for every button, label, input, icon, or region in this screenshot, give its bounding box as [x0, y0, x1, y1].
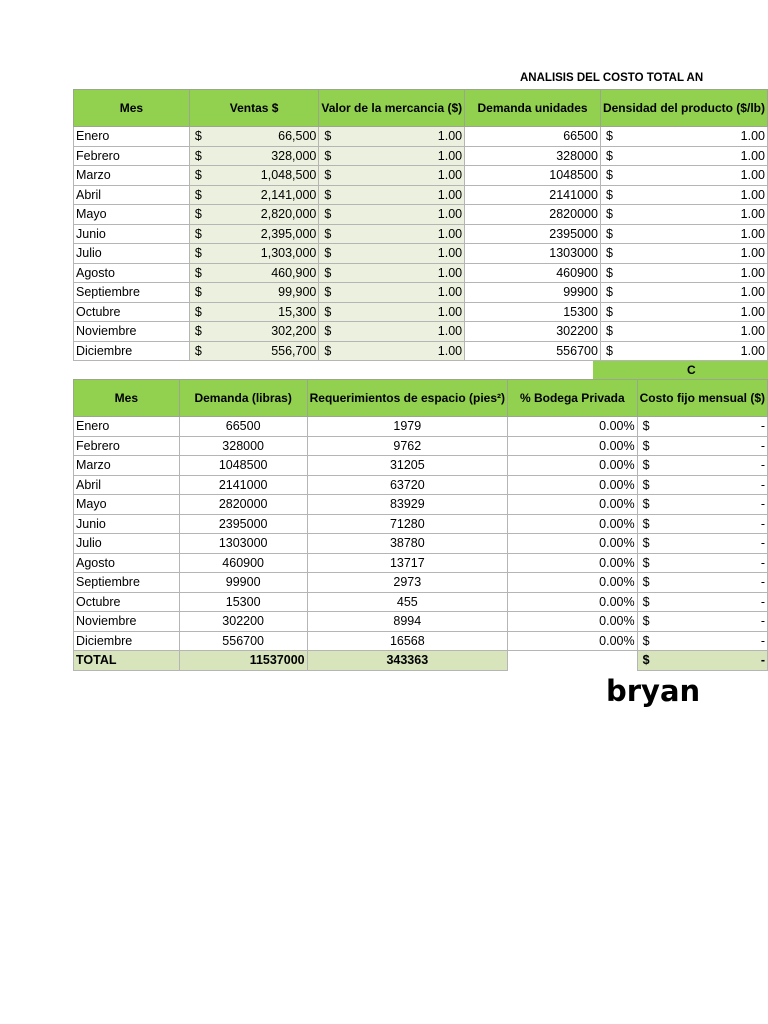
cell-mes[interactable]: Septiembre — [74, 283, 190, 303]
cell-valor[interactable] — [319, 185, 465, 205]
cell-valor-value: 1.00 — [437, 246, 463, 261]
cell-ventas[interactable] — [189, 224, 319, 244]
cell-requerimientos[interactable]: 31205 — [307, 456, 507, 476]
cell-densidad-value: 1.00 — [740, 343, 765, 358]
cell-costo-fijo-value: - — [760, 536, 765, 551]
cell-demanda[interactable]: 2820000 — [465, 205, 601, 225]
cell-costo-fijo[interactable] — [637, 592, 767, 612]
currency-symbol: $ — [642, 614, 650, 629]
cell-densidad[interactable] — [600, 205, 767, 225]
cell-bodega-privada[interactable]: 0.00% — [508, 495, 638, 515]
cell-bodega-privada[interactable]: 0.00% — [508, 456, 638, 476]
total-requerimientos[interactable]: 343363 — [307, 651, 507, 671]
currency-symbol: $ — [324, 148, 332, 163]
cell-mes[interactable]: Abril — [74, 185, 190, 205]
cell-ventas[interactable] — [189, 302, 319, 322]
cell-densidad-value: 1.00 — [740, 148, 765, 163]
cell-demanda-libras[interactable]: 302200 — [179, 612, 307, 632]
currency-symbol: $ — [642, 536, 650, 551]
cell-mes[interactable]: Octubre — [74, 302, 190, 322]
cell-demanda[interactable]: 2141000 — [465, 185, 601, 205]
cell-ventas[interactable] — [189, 205, 319, 225]
currency-symbol: $ — [642, 653, 650, 668]
cell-demanda[interactable]: 2395000 — [465, 224, 601, 244]
header-requerimientos[interactable]: Requerimientos de espacio (pies²) — [307, 380, 507, 417]
cell-costo-fijo[interactable] — [637, 456, 767, 476]
header-mes[interactable]: Mes — [74, 90, 190, 127]
table-row — [74, 283, 768, 303]
storage-table — [73, 379, 768, 671]
currency-symbol: $ — [324, 207, 332, 222]
currency-symbol: $ — [324, 324, 332, 339]
cell-densidad[interactable] — [600, 244, 767, 264]
cell-ventas-value: 1,303,000 — [260, 246, 317, 261]
header-densidad[interactable]: Densidad del producto ($/lb) — [600, 90, 767, 127]
currency-symbol: $ — [324, 226, 332, 241]
cell-mes[interactable]: Enero — [74, 127, 190, 147]
total-costo-fijo-value: - — [760, 653, 765, 668]
cell-densidad[interactable] — [600, 224, 767, 244]
cell-demanda-libras[interactable]: 1048500 — [179, 456, 307, 476]
cell-mes[interactable]: Diciembre — [74, 341, 190, 361]
currency-symbol: $ — [194, 324, 202, 339]
cell-mes[interactable]: Diciembre — [74, 631, 180, 651]
cell-demanda-libras[interactable]: 66500 — [179, 417, 307, 437]
cell-densidad-value: 1.00 — [740, 168, 765, 183]
currency-symbol: $ — [194, 246, 202, 261]
cell-mes[interactable]: Julio — [74, 244, 190, 264]
currency-symbol: $ — [605, 324, 613, 339]
currency-symbol: $ — [605, 129, 613, 144]
total-label[interactable]: TOTAL — [74, 651, 180, 671]
table-row — [74, 573, 768, 593]
total-costo-fijo[interactable] — [637, 651, 767, 671]
cell-demanda-libras[interactable]: 2820000 — [179, 495, 307, 515]
cell-valor[interactable] — [319, 341, 465, 361]
cell-requerimientos[interactable]: 83929 — [307, 495, 507, 515]
cell-valor-value: 1.00 — [437, 187, 463, 202]
cell-mes[interactable]: Febrero — [74, 146, 190, 166]
cell-demanda-libras[interactable]: 99900 — [179, 573, 307, 593]
cell-densidad-value: 1.00 — [740, 207, 765, 222]
cell-costo-fijo[interactable] — [637, 553, 767, 573]
sheet-title: ANÁLISIS DEL COSTO TOTAL AN — [520, 72, 704, 84]
header-mes-2[interactable]: Mes — [74, 380, 180, 417]
cell-mes[interactable]: Mayo — [74, 495, 180, 515]
cell-valor[interactable] — [319, 302, 465, 322]
cell-ventas[interactable] — [189, 322, 319, 342]
table-row — [74, 244, 768, 264]
currency-symbol: $ — [324, 304, 332, 319]
cell-requerimientos[interactable]: 8994 — [307, 612, 507, 632]
cell-demanda-libras[interactable]: 2395000 — [179, 514, 307, 534]
cell-requerimientos[interactable]: 38780 — [307, 534, 507, 554]
currency-symbol: $ — [324, 129, 332, 144]
cell-costo-fijo-value: - — [760, 497, 765, 512]
table-row — [74, 127, 768, 147]
table-row — [74, 205, 768, 225]
cell-densidad-value: 1.00 — [740, 226, 765, 241]
currency-symbol: $ — [605, 246, 613, 261]
cell-mes[interactable]: Enero — [74, 417, 180, 437]
table-row — [74, 592, 768, 612]
cell-costo-fijo[interactable] — [637, 417, 767, 437]
cell-demanda-libras[interactable]: 2141000 — [179, 475, 307, 495]
currency-symbol: $ — [194, 285, 202, 300]
cell-mes[interactable]: Agosto — [74, 553, 180, 573]
cell-densidad[interactable] — [600, 127, 767, 147]
cell-ventas[interactable] — [189, 263, 319, 283]
currency-symbol: $ — [642, 497, 650, 512]
cell-valor[interactable] — [319, 166, 465, 186]
cell-mes[interactable]: Junio — [74, 514, 180, 534]
currency-symbol: $ — [605, 343, 613, 358]
cell-ventas[interactable] — [189, 146, 319, 166]
cell-ventas-value: 328,000 — [271, 148, 317, 163]
currency-symbol: $ — [194, 187, 202, 202]
cell-requerimientos[interactable]: 13717 — [307, 553, 507, 573]
sales-table-header — [74, 90, 768, 127]
currency-symbol: $ — [194, 343, 202, 358]
cell-densidad[interactable] — [600, 322, 767, 342]
cell-requerimientos[interactable]: 63720 — [307, 475, 507, 495]
cell-demanda[interactable]: 15300 — [465, 302, 601, 322]
currency-symbol: $ — [324, 246, 332, 261]
cell-demanda[interactable]: 66500 — [465, 127, 601, 147]
currency-symbol: $ — [324, 285, 332, 300]
total-row — [74, 651, 768, 671]
cell-valor-value: 1.00 — [437, 265, 463, 280]
cell-mes[interactable]: Marzo — [74, 456, 180, 476]
cell-ventas-value: 1,048,500 — [260, 168, 317, 183]
currency-symbol: $ — [605, 285, 613, 300]
cell-valor[interactable] — [319, 127, 465, 147]
cell-densidad-value: 1.00 — [740, 304, 765, 319]
table-row — [74, 166, 768, 186]
currency-symbol: $ — [194, 129, 202, 144]
cell-mes[interactable]: Febrero — [74, 436, 180, 456]
cell-costo-fijo-value: - — [760, 458, 765, 473]
cell-costo-fijo[interactable] — [637, 612, 767, 632]
cell-densidad[interactable] — [600, 341, 767, 361]
table-row — [74, 263, 768, 283]
currency-symbol: $ — [605, 148, 613, 163]
currency-symbol: $ — [642, 633, 650, 648]
currency-symbol: $ — [642, 477, 650, 492]
cell-costo-fijo[interactable] — [637, 495, 767, 515]
table-row — [74, 534, 768, 554]
table-row — [74, 146, 768, 166]
currency-symbol: $ — [194, 168, 202, 183]
cell-densidad[interactable] — [600, 263, 767, 283]
cell-bodega-privada[interactable]: 0.00% — [508, 612, 638, 632]
cell-ventas-value: 460,900 — [271, 265, 317, 280]
cell-demanda[interactable]: 1048500 — [465, 166, 601, 186]
table-row — [74, 185, 768, 205]
currency-symbol: $ — [324, 343, 332, 358]
currency-symbol: $ — [194, 226, 202, 241]
cell-densidad[interactable] — [600, 185, 767, 205]
table-row — [74, 514, 768, 534]
cell-costo-fijo[interactable] — [637, 514, 767, 534]
header-demanda-unidades[interactable]: Demanda unidades — [465, 90, 601, 127]
cell-bodega-privada[interactable]: 0.00% — [508, 514, 638, 534]
header-bodega-privada[interactable]: % Bodega Privada — [508, 380, 638, 417]
cell-costo-fijo-value: - — [760, 575, 765, 590]
storage-table-header — [74, 380, 768, 417]
cell-valor[interactable] — [319, 244, 465, 264]
cell-mes[interactable]: Septiembre — [74, 573, 180, 593]
cell-demanda[interactable]: 460900 — [465, 263, 601, 283]
cell-demanda[interactable]: 1303000 — [465, 244, 601, 264]
currency-symbol: $ — [605, 226, 613, 241]
author-signature: bryan — [606, 674, 701, 708]
cell-demanda-libras[interactable]: 460900 — [179, 553, 307, 573]
cell-demanda-libras[interactable]: 1303000 — [179, 534, 307, 554]
table-row — [74, 322, 768, 342]
cell-costo-fijo[interactable] — [637, 631, 767, 651]
cell-ventas-value: 302,200 — [271, 324, 317, 339]
cell-costo-fijo[interactable] — [637, 475, 767, 495]
currency-symbol: $ — [605, 187, 613, 202]
cell-densidad-value: 1.00 — [740, 246, 765, 261]
cell-valor[interactable] — [319, 283, 465, 303]
cell-mes[interactable]: Julio — [74, 534, 180, 554]
cell-densidad-value: 1.00 — [740, 129, 765, 144]
cell-demanda-libras[interactable]: 328000 — [179, 436, 307, 456]
header-ventas[interactable]: Ventas $ — [189, 90, 319, 127]
cell-costo-fijo-value: - — [760, 614, 765, 629]
cell-valor-value: 1.00 — [437, 207, 463, 222]
cell-demanda[interactable]: 99900 — [465, 283, 601, 303]
table-row — [74, 495, 768, 515]
cell-valor[interactable] — [319, 263, 465, 283]
cell-demanda[interactable]: 302200 — [465, 322, 601, 342]
currency-symbol: $ — [324, 265, 332, 280]
table-row — [74, 224, 768, 244]
cell-ventas-value: 15,300 — [278, 304, 317, 319]
cell-mes[interactable]: Noviembre — [74, 612, 180, 632]
currency-symbol: $ — [605, 168, 613, 183]
currency-symbol: $ — [605, 207, 613, 222]
cell-costo-fijo-value: - — [760, 633, 765, 648]
cell-valor-value: 1.00 — [437, 304, 463, 319]
cell-ventas-value: 2,820,000 — [260, 207, 317, 222]
cell-bodega-privada[interactable]: 0.00% — [508, 553, 638, 573]
sales-table — [73, 89, 768, 361]
cell-requerimientos[interactable]: 71280 — [307, 514, 507, 534]
cell-ventas-value: 556,700 — [271, 343, 317, 358]
currency-symbol: $ — [324, 168, 332, 183]
currency-symbol: $ — [194, 207, 202, 222]
cell-costo-fijo-value: - — [760, 516, 765, 531]
cell-demanda-libras[interactable]: 556700 — [179, 631, 307, 651]
cell-ventas[interactable] — [189, 185, 319, 205]
cell-requerimientos[interactable]: 16568 — [307, 631, 507, 651]
cell-valor-value: 1.00 — [437, 324, 463, 339]
cell-ventas[interactable] — [189, 341, 319, 361]
header-demanda-libras[interactable]: Demanda (libras) — [179, 380, 307, 417]
currency-symbol: $ — [642, 575, 650, 590]
cell-ventas-value: 66,500 — [278, 129, 317, 144]
total-demanda[interactable]: 11537000 — [179, 651, 307, 671]
cell-ventas-value: 2,141,000 — [260, 187, 317, 202]
cell-demanda-libras[interactable]: 15300 — [179, 592, 307, 612]
cell-requerimientos[interactable]: 2973 — [307, 573, 507, 593]
currency-symbol: $ — [642, 419, 650, 434]
cell-demanda[interactable]: 556700 — [465, 341, 601, 361]
cell-costo-fijo-value: - — [760, 419, 765, 434]
currency-symbol: $ — [605, 304, 613, 319]
cell-requerimientos[interactable]: 1979 — [307, 417, 507, 437]
cell-densidad[interactable] — [600, 166, 767, 186]
currency-symbol: $ — [194, 148, 202, 163]
cell-demanda[interactable]: 328000 — [465, 146, 601, 166]
cell-densidad[interactable] — [600, 146, 767, 166]
cell-densidad-value: 1.00 — [740, 265, 765, 280]
cell-valor[interactable] — [319, 224, 465, 244]
table-row — [74, 631, 768, 651]
cell-valor-value: 1.00 — [437, 226, 463, 241]
cell-densidad[interactable] — [600, 283, 767, 303]
cell-ventas[interactable] — [189, 166, 319, 186]
cell-bodega-privada[interactable]: 0.00% — [508, 592, 638, 612]
cell-mes[interactable]: Noviembre — [74, 322, 190, 342]
currency-symbol: $ — [642, 555, 650, 570]
cell-costo-fijo[interactable] — [637, 573, 767, 593]
table-row — [74, 553, 768, 573]
header-costo-fijo[interactable]: Costo fijo mensual ($) — [637, 380, 767, 417]
cell-mes[interactable]: Junio — [74, 224, 190, 244]
currency-symbol: $ — [324, 187, 332, 202]
cell-bodega-privada[interactable]: 0.00% — [508, 573, 638, 593]
cell-densidad-value: 1.00 — [740, 285, 765, 300]
cell-ventas[interactable] — [189, 127, 319, 147]
currency-symbol: $ — [642, 516, 650, 531]
cell-requerimientos[interactable]: 9762 — [307, 436, 507, 456]
cell-valor-value: 1.00 — [437, 168, 463, 183]
table-row — [74, 436, 768, 456]
cell-bodega-privada[interactable]: 0.00% — [508, 534, 638, 554]
cell-costo-fijo-value: - — [760, 555, 765, 570]
section-header-bar: C — [593, 361, 768, 379]
cell-mes[interactable]: Octubre — [74, 592, 180, 612]
cell-valor-value: 1.00 — [437, 148, 463, 163]
table-row — [74, 341, 768, 361]
cell-bodega-privada[interactable]: 0.00% — [508, 436, 638, 456]
currency-symbol: $ — [642, 438, 650, 453]
cell-valor[interactable] — [319, 205, 465, 225]
cell-bodega-privada[interactable]: 0.00% — [508, 417, 638, 437]
cell-valor-value: 1.00 — [437, 129, 463, 144]
cell-ventas-value: 99,900 — [278, 285, 317, 300]
cell-ventas-value: 2,395,000 — [260, 226, 317, 241]
currency-symbol: $ — [194, 304, 202, 319]
cell-ventas[interactable] — [189, 283, 319, 303]
table-row — [74, 417, 768, 437]
cell-valor[interactable] — [319, 322, 465, 342]
cell-mes[interactable]: Marzo — [74, 166, 190, 186]
table-row — [74, 456, 768, 476]
cell-valor-value: 1.00 — [437, 343, 463, 358]
cell-bodega-privada[interactable]: 0.00% — [508, 475, 638, 495]
cell-mes[interactable]: Mayo — [74, 205, 190, 225]
table-row — [74, 612, 768, 632]
cell-ventas[interactable] — [189, 244, 319, 264]
cell-requerimientos[interactable]: 455 — [307, 592, 507, 612]
currency-symbol: $ — [605, 265, 613, 280]
cell-costo-fijo[interactable] — [637, 436, 767, 456]
cell-costo-fijo[interactable] — [637, 534, 767, 554]
cell-costo-fijo-value: - — [760, 477, 765, 492]
cell-mes[interactable]: Abril — [74, 475, 180, 495]
currency-symbol: $ — [642, 594, 650, 609]
cell-costo-fijo-value: - — [760, 438, 765, 453]
table-row — [74, 302, 768, 322]
table-row — [74, 475, 768, 495]
cell-mes[interactable]: Agosto — [74, 263, 190, 283]
cell-densidad[interactable] — [600, 302, 767, 322]
cell-bodega-privada[interactable]: 0.00% — [508, 631, 638, 651]
currency-symbol: $ — [642, 458, 650, 473]
cell-densidad-value: 1.00 — [740, 324, 765, 339]
cell-valor[interactable] — [319, 146, 465, 166]
header-valor-mercancia[interactable]: Valor de la mercancia ($) — [319, 90, 465, 127]
cell-costo-fijo-value: - — [760, 594, 765, 609]
cell-densidad-value: 1.00 — [740, 187, 765, 202]
cell-valor-value: 1.00 — [437, 285, 463, 300]
total-empty-cell — [508, 651, 638, 671]
currency-symbol: $ — [194, 265, 202, 280]
